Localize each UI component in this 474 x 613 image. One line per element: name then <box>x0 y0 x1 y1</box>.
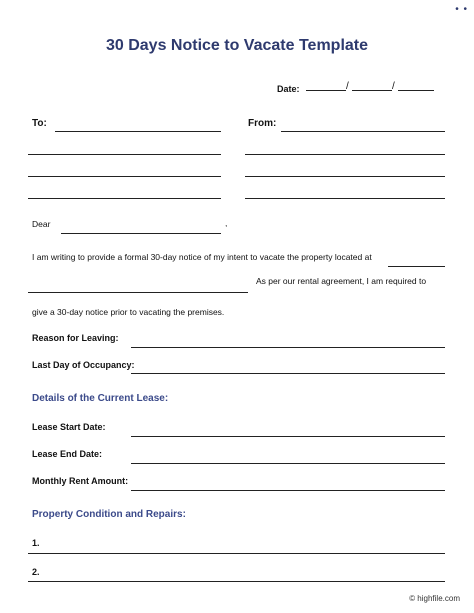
from-label: From: <box>248 118 277 129</box>
lease-section-heading: Details of the Current Lease: <box>32 393 169 404</box>
property-address-field-2[interactable] <box>28 292 248 293</box>
lease-end-label: Lease End Date: <box>32 449 103 459</box>
to-line-2[interactable] <box>28 154 221 155</box>
date-label: Date: <box>277 84 300 94</box>
lease-start-field[interactable] <box>131 436 445 437</box>
from-line-2[interactable] <box>245 154 445 155</box>
date-separator-2: / <box>392 81 395 92</box>
body-line-3: give a 30-day notice prior to vacating the premises. <box>32 307 225 317</box>
from-line-3[interactable] <box>245 176 445 177</box>
condition-section-heading: Property Condition and Repairs: <box>32 509 186 520</box>
date-separator-1: / <box>346 81 349 92</box>
body-line-2: As per our rental agreement, I am required to <box>256 276 427 286</box>
page-title: 30 Days Notice to Vacate Template <box>105 37 369 54</box>
footer-copyright: © highfile.com <box>409 594 460 603</box>
to-line-3[interactable] <box>28 176 221 177</box>
to-line-1[interactable] <box>55 131 221 132</box>
monthly-rent-label: Monthly Rent Amount: <box>32 476 129 486</box>
lease-end-field[interactable] <box>131 463 445 464</box>
salutation-comma: , <box>225 218 228 228</box>
property-address-field-1[interactable] <box>388 266 445 267</box>
salutation-label: Dear <box>32 219 51 229</box>
condition-item-2-field[interactable] <box>28 581 445 582</box>
to-label: To: <box>32 118 47 129</box>
reason-label: Reason for Leaving: <box>32 333 119 343</box>
last-day-field[interactable] <box>131 373 445 374</box>
reason-field[interactable] <box>131 347 445 348</box>
lease-start-label: Lease Start Date: <box>32 422 106 432</box>
condition-item-1-label: 1. <box>32 538 40 548</box>
from-line-1[interactable] <box>281 131 445 132</box>
condition-item-1-field[interactable] <box>28 553 445 554</box>
corner-dots-icon: • • <box>455 4 468 15</box>
condition-item-2-label: 2. <box>32 567 40 577</box>
monthly-rent-field[interactable] <box>131 490 445 491</box>
date-day-field[interactable] <box>352 90 392 91</box>
body-line-1: I am writing to provide a formal 30-day notice of my intent to vacate the property located at <box>32 252 372 262</box>
date-year-field[interactable] <box>398 90 434 91</box>
last-day-label: Last Day of Occupancy: <box>32 360 135 370</box>
salutation-name-field[interactable] <box>61 233 221 234</box>
from-line-4[interactable] <box>245 198 445 199</box>
to-line-4[interactable] <box>28 198 221 199</box>
date-month-field[interactable] <box>306 90 346 91</box>
